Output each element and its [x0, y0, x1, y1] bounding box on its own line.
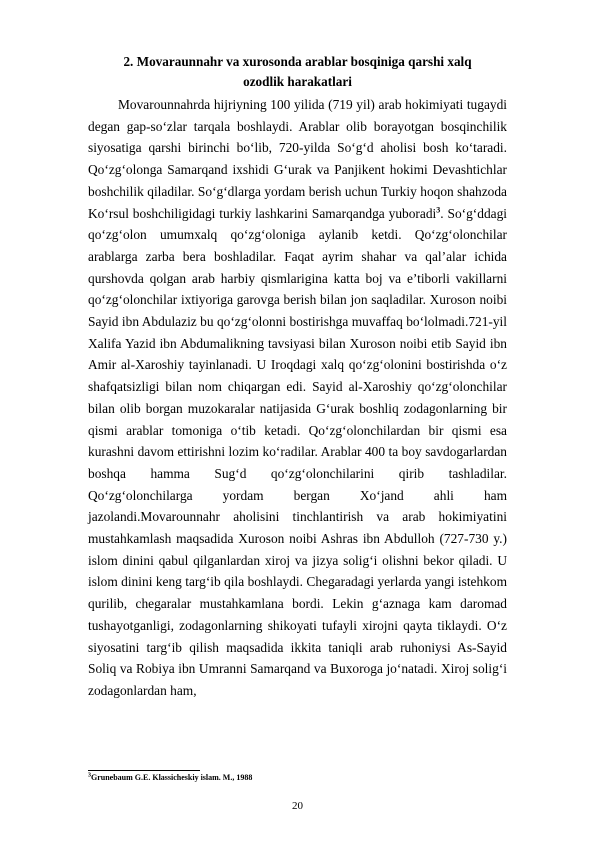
body-paragraph [88, 94, 507, 702]
heading-line-2: ozodlik harakatlari [243, 74, 352, 89]
footnote-divider [88, 770, 200, 771]
footnote [88, 773, 252, 783]
footnote-text: Grunebaum G.E. Klassicheskiy islam. M., 1988 [91, 773, 253, 782]
footnote-reference[interactable]: 3 [436, 205, 441, 215]
body-text-part-1: Movarounnahrda hijriyning 100 yilida (719 yil) arab hokimiyati tugaydi degan gap-so‘zlar tarqala boshlaydi. Arablar olib borayotgan bosqinchilik siyosatiga qarshi birinchi bo‘lib, 720-yilda So‘g‘d aholisi bosh ko‘taradi. Qo‘zg‘olonga Samarqand ixshidi G‘urak va Panjikent hokimi Devashtichlar boshchilik qiladilar. So‘g‘dlarga yordam berish uchun Turkiy hoqon shahzoda Ko‘rsul boshchiligidagi turkiy lashkarini Samarqandga yuboradi [88, 97, 507, 221]
footnote-mark: 3 [88, 772, 91, 779]
document-page [88, 52, 507, 702]
body-text-part-2: . So‘g‘ddagi qo‘zg‘olon umumxalq qo‘zg‘oloniga aylanib ketdi. Qo‘zg‘olonchilar arablarga zarba bera boshladilar. Faqat ayrim shahar va qal’alar ichida qurshovda qolgan arab harbiy qismlarigina katta boj va e’tiborli vakillarni qo‘zg‘olonchilar ixtiyoriga garovga berish bilan jon saqladilar. Xuroson noibi Sayid ibn Abdulaziz bu qo‘zg‘olonni bostirishga muvaffaq bo‘lolmadi.721-yil Xalifa Yazid ibn Abdumalikning tavsiyasi bilan Xuroson noibi etib Sayid ibn Amir al-Xaroshiy tayinlanadi. U Iroqdagi xalq qo‘zg‘olonini bostirishda o‘z shafqatsizligi bilan nom chiqargan edi. Sayid al-Xaroshiy qo‘zg‘olonchilar bilan olib borgan muzokaralar natijasida G‘urak boshliq zodagonlarning bir qismi arablar tomoniga o‘tib ketadi. Qo‘zg‘olonchilardan bir qismi esa kurashni davom ettirishni lozim ko‘radilar. Arablar 400 ta boy savdogarlardan boshqa hamma Sug‘d qo‘zg‘olonchilarini qirib tashladilar. Qo‘zg‘olonchilarga yordam bergan Xo‘jand ahli ham jazolandi.Movarounnahr aholisini tinchlantirish va arab hokimiyatini mustahkamlash maqsadida Xuroson noibi Ashras ibn Abdulloh (727-730 y.) islom dinini qabul qilganlardan xiroj va jizya solig‘i olishni bekor qiladi. U islom dinini keng targ‘ib qila boshlaydi. Chegaradagi yerlarda yangi istehkom qurilib, chegaralar mustahkamlana bordi. Lekin g‘aznaga kam daromad tushayotganligi, zodagonlarning shikoyati tufayli xirojni qayta tiklaydi. O‘z siyosatini targ‘ib qilish maqsadida ikkita taniqli arab ruhoniysi As-Sayid Soliq va Robiya ibn Umranni Samarqand va Buxoroga jo‘natadi. Xiroj solig‘i zodagonlardan ham, [88, 205, 508, 698]
heading-line-1: 2. Movaraunnahr va xurosonda arablar bosqiniga qarshi xalq [123, 54, 472, 69]
page-number: 20 [292, 800, 303, 812]
section-heading [88, 52, 507, 92]
